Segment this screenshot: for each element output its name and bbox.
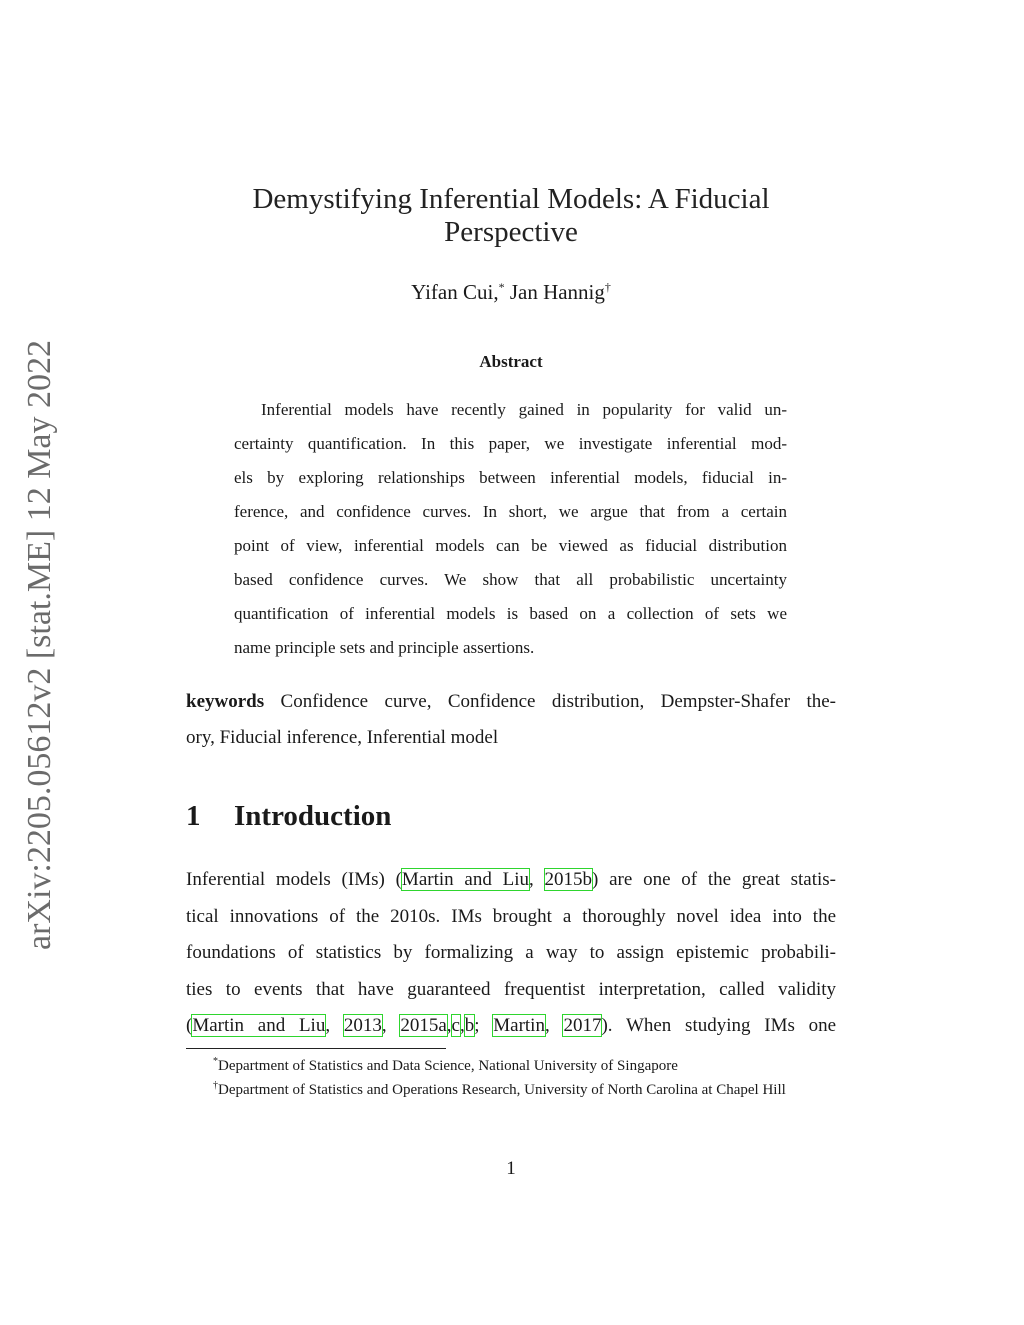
text: Inferential models (IMs) (	[186, 869, 402, 890]
text: ,	[529, 869, 545, 890]
section-heading	[186, 800, 391, 833]
footnote	[186, 1052, 836, 1076]
keywords-line	[186, 684, 836, 720]
footnote-rule	[186, 1048, 446, 1049]
abstract-line: point of view, inferential models can be viewed as fiducial distribution	[234, 536, 787, 555]
abstract-line: certainty quantification. In this paper, we investigate inferential mod-	[234, 434, 787, 453]
intro-line	[186, 1008, 836, 1045]
footnote-mark[interactable]: *	[498, 280, 505, 294]
keywords-text: Confidence curve, Confidence distribution, Dempster-Shafer the-	[264, 691, 836, 712]
intro-paragraph	[186, 862, 836, 1045]
footnote-text: Department of Statistics and Operations Research, University of North Carolina at Chapel Hill	[218, 1082, 786, 1098]
keywords-label: keywords	[186, 691, 265, 712]
keywords-line: ory, Fiducial inference, Inferential model	[186, 727, 499, 748]
text: ;	[474, 1015, 494, 1036]
abstract-heading: Abstract	[479, 352, 543, 371]
footnotes	[186, 1052, 836, 1100]
abstract-line: ference, and confidence curves. In short, we argue that from a certain	[234, 502, 787, 521]
text: ) are one of the great statis-	[592, 869, 837, 890]
footnote	[186, 1076, 836, 1100]
abstract-line: Inferential models have recently gained in popularity for valid un-	[261, 400, 787, 419]
footnote-mark: †	[213, 1080, 218, 1091]
citation-link[interactable]: 2013	[343, 1015, 382, 1036]
section-number: 1	[186, 800, 201, 832]
citation-link[interactable]: Martin and Liu	[192, 1015, 326, 1036]
paper-title: Demystifying Inferential Models: A Fiducial Perspective	[252, 183, 770, 248]
author-line	[186, 280, 836, 305]
author-name: Yifan Cui,	[411, 280, 499, 304]
citation-link[interactable]: Martin and Liu	[401, 869, 529, 890]
citation-link[interactable]: Martin	[493, 1015, 545, 1036]
arxiv-identifier: arXiv:2205.05612v2 [stat.ME] 12 May 2022	[21, 339, 58, 951]
text: ,	[325, 1015, 344, 1036]
text: ,	[446, 1015, 452, 1036]
abstract-line: based confidence curves. We show that all probabilistic uncertainty	[234, 570, 787, 589]
intro-line: ties to events that have guaranteed frequentist interpretation, called validity	[186, 978, 836, 1000]
citation-link[interactable]: b	[464, 1015, 475, 1036]
text: ,	[381, 1015, 401, 1036]
text: ,	[459, 1015, 465, 1036]
citation-link[interactable]: 2017	[563, 1015, 602, 1036]
section-title: Introduction	[234, 800, 392, 832]
abstract-line: quantification of inferential models is based on a collection of sets we	[234, 604, 787, 623]
intro-line: foundations of statistics by formalizing a way to assign epistemic probabili-	[186, 942, 836, 963]
keywords-block	[186, 684, 836, 756]
citation-link[interactable]: 2015b	[544, 869, 593, 890]
footnote-text: Department of Statistics and Data Science, National University of Singapore	[218, 1058, 678, 1074]
intro-line	[186, 862, 836, 899]
text: ). When studying IMs one	[601, 1015, 837, 1036]
text: ,	[544, 1015, 564, 1036]
citation-link[interactable]: 2015a	[400, 1015, 447, 1036]
footnote-mark: *	[213, 1056, 218, 1067]
text: (	[186, 1015, 193, 1036]
author-name: Jan Hannig	[504, 280, 605, 304]
page-number: 1	[506, 1158, 516, 1179]
abstract-line: name principle sets and principle assertions.	[234, 638, 535, 657]
abstract-line: els by exploring relationships between inferential models, fiducial in-	[234, 468, 787, 487]
abstract-body	[234, 393, 787, 665]
footnote-mark[interactable]: †	[604, 280, 611, 294]
intro-line: tical innovations of the 2010s. IMs brought a thoroughly novel idea into the	[186, 905, 836, 927]
citation-link[interactable]: c	[451, 1015, 460, 1036]
